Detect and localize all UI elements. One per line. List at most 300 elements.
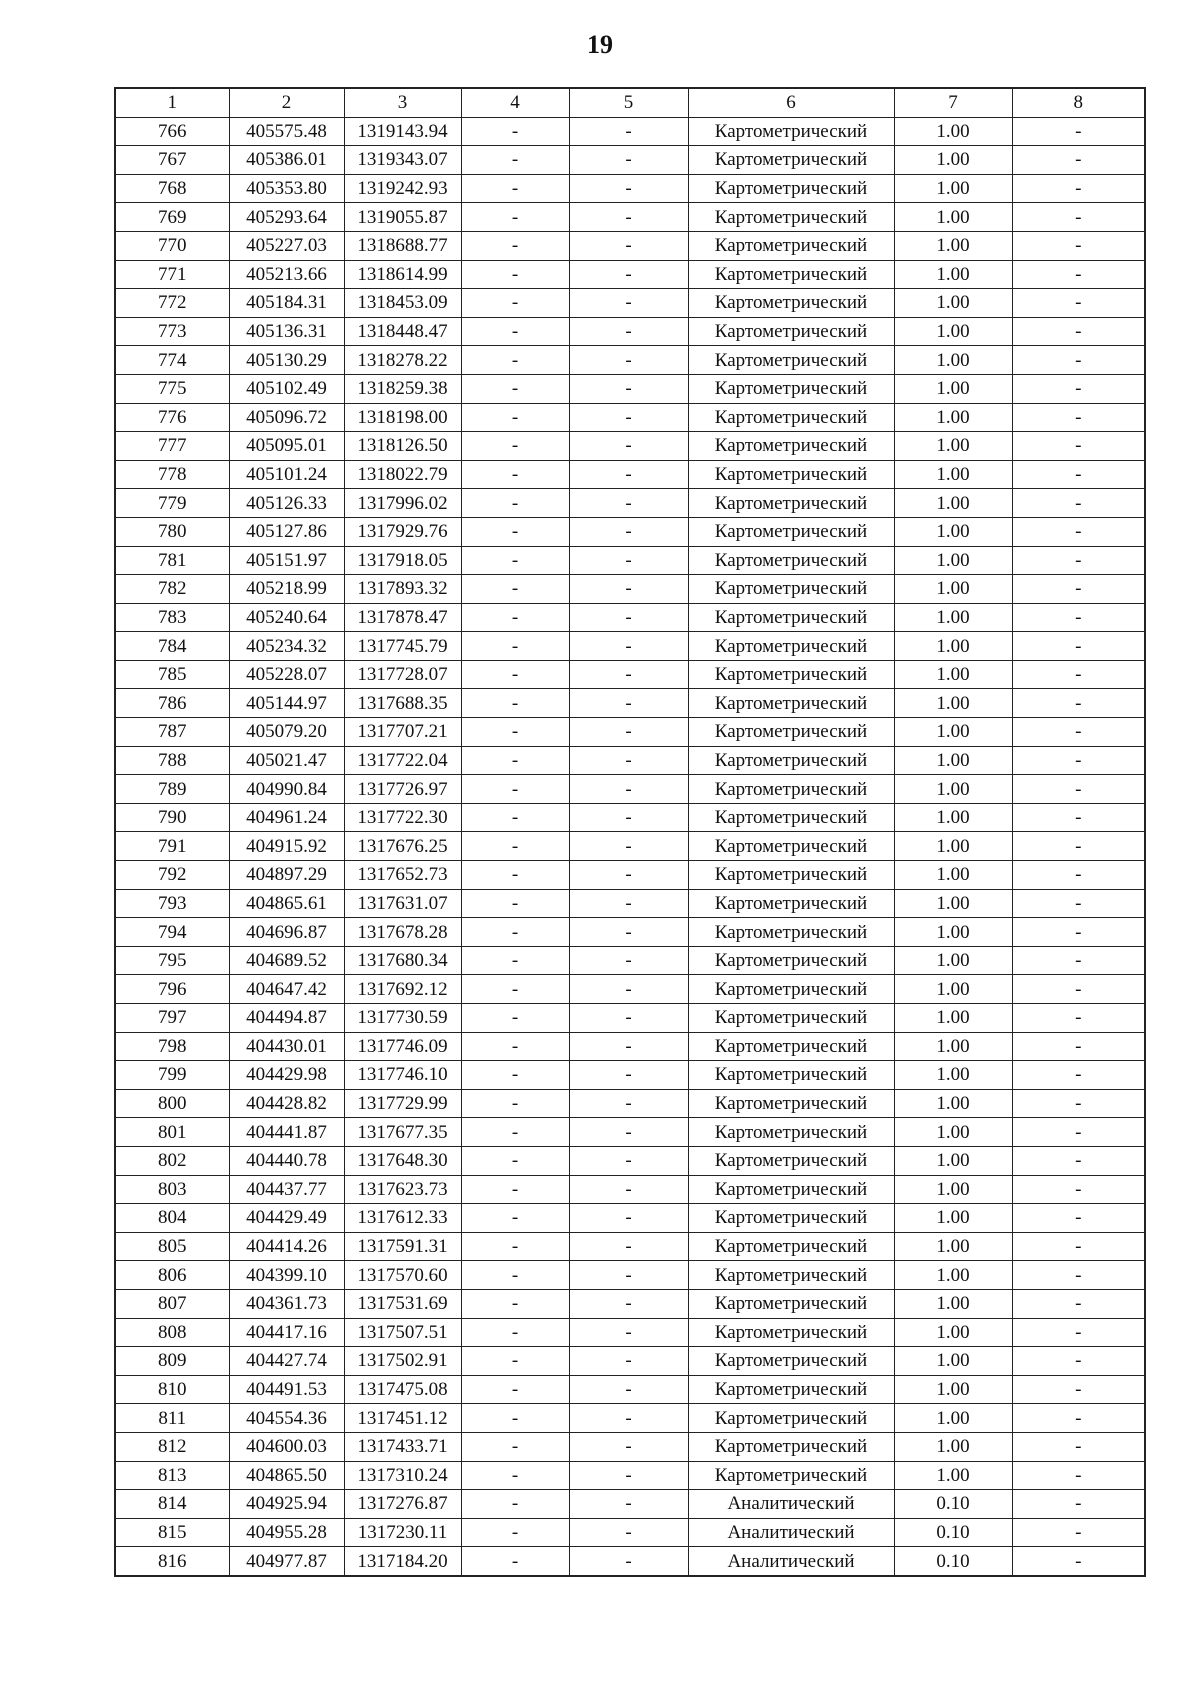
method-cell: Картометрический — [688, 1289, 894, 1318]
col-8-cell: - — [1012, 517, 1145, 546]
point-number-cell: 768 — [115, 174, 229, 203]
accuracy-cell: 1.00 — [894, 889, 1012, 918]
col-5-cell: - — [569, 861, 688, 890]
method-cell: Аналитический — [688, 1518, 894, 1547]
col-5-cell: - — [569, 1032, 688, 1061]
col-5-cell: - — [569, 117, 688, 146]
col-8-cell: - — [1012, 1289, 1145, 1318]
table-row — [115, 1318, 1145, 1347]
accuracy-cell: 1.00 — [894, 489, 1012, 518]
col-8-cell: - — [1012, 317, 1145, 346]
col-8-cell: - — [1012, 746, 1145, 775]
col-8-cell: - — [1012, 289, 1145, 318]
table-row — [115, 832, 1145, 861]
col-4-cell: - — [461, 975, 569, 1004]
point-number-cell: 793 — [115, 889, 229, 918]
table-header-row — [115, 88, 1145, 117]
col-4-cell: - — [461, 260, 569, 289]
col-8-cell: - — [1012, 231, 1145, 260]
method-cell: Картометрический — [688, 1089, 894, 1118]
col-5-cell: - — [569, 231, 688, 260]
col-4-cell: - — [461, 660, 569, 689]
coord-y-cell: 1317745.79 — [344, 632, 461, 661]
method-cell: Картометрический — [688, 1032, 894, 1061]
coord-y-cell: 1317746.10 — [344, 1061, 461, 1090]
method-cell: Аналитический — [688, 1547, 894, 1576]
accuracy-cell: 1.00 — [894, 1432, 1012, 1461]
col-4-cell: - — [461, 1518, 569, 1547]
col-4-cell: - — [461, 1004, 569, 1033]
point-number-cell: 792 — [115, 861, 229, 890]
accuracy-cell: 1.00 — [894, 718, 1012, 747]
col-4-cell: - — [461, 1432, 569, 1461]
coord-y-cell: 1318198.00 — [344, 403, 461, 432]
method-cell: Картометрический — [688, 117, 894, 146]
coord-y-cell: 1317692.12 — [344, 975, 461, 1004]
coord-x-cell: 404554.36 — [229, 1404, 344, 1433]
point-number-cell: 798 — [115, 1032, 229, 1061]
col-8-cell: - — [1012, 575, 1145, 604]
coord-y-cell: 1317722.30 — [344, 803, 461, 832]
method-cell: Картометрический — [688, 432, 894, 461]
method-cell: Картометрический — [688, 946, 894, 975]
column-header: 8 — [1012, 88, 1145, 117]
point-number-cell: 773 — [115, 317, 229, 346]
point-number-cell: 784 — [115, 632, 229, 661]
col-8-cell: - — [1012, 918, 1145, 947]
method-cell: Картометрический — [688, 1204, 894, 1233]
col-4-cell: - — [461, 832, 569, 861]
table-row — [115, 317, 1145, 346]
col-5-cell: - — [569, 1289, 688, 1318]
coord-x-cell: 405136.31 — [229, 317, 344, 346]
col-5-cell: - — [569, 575, 688, 604]
method-cell: Картометрический — [688, 575, 894, 604]
accuracy-cell: 1.00 — [894, 1375, 1012, 1404]
accuracy-cell: 0.10 — [894, 1547, 1012, 1576]
coord-y-cell: 1317475.08 — [344, 1375, 461, 1404]
col-4-cell: - — [461, 1146, 569, 1175]
coord-x-cell: 404414.26 — [229, 1232, 344, 1261]
col-8-cell: - — [1012, 1375, 1145, 1404]
col-4-cell: - — [461, 546, 569, 575]
col-4-cell: - — [461, 231, 569, 260]
col-4-cell: - — [461, 918, 569, 947]
coord-y-cell: 1317631.07 — [344, 889, 461, 918]
method-cell: Картометрический — [688, 861, 894, 890]
method-cell: Картометрический — [688, 146, 894, 175]
col-8-cell: - — [1012, 1032, 1145, 1061]
coord-y-cell: 1319143.94 — [344, 117, 461, 146]
accuracy-cell: 1.00 — [894, 146, 1012, 175]
col-4-cell: - — [461, 1289, 569, 1318]
point-number-cell: 813 — [115, 1461, 229, 1490]
col-8-cell: - — [1012, 1347, 1145, 1376]
table-row — [115, 432, 1145, 461]
point-number-cell: 812 — [115, 1432, 229, 1461]
table-body — [115, 88, 1145, 1576]
point-number-cell: 785 — [115, 660, 229, 689]
col-5-cell: - — [569, 174, 688, 203]
point-number-cell: 769 — [115, 203, 229, 232]
col-8-cell: - — [1012, 861, 1145, 890]
col-4-cell: - — [461, 575, 569, 604]
coord-x-cell: 404361.73 — [229, 1289, 344, 1318]
col-8-cell: - — [1012, 1204, 1145, 1233]
point-number-cell: 795 — [115, 946, 229, 975]
table-row — [115, 489, 1145, 518]
col-8-cell: - — [1012, 1404, 1145, 1433]
accuracy-cell: 1.00 — [894, 861, 1012, 890]
point-number-cell: 802 — [115, 1146, 229, 1175]
col-4-cell: - — [461, 1375, 569, 1404]
col-8-cell: - — [1012, 1261, 1145, 1290]
col-5-cell: - — [569, 1547, 688, 1576]
accuracy-cell: 1.00 — [894, 689, 1012, 718]
col-8-cell: - — [1012, 1175, 1145, 1204]
table-row — [115, 517, 1145, 546]
col-5-cell: - — [569, 975, 688, 1004]
col-8-cell: - — [1012, 374, 1145, 403]
accuracy-cell: 1.00 — [894, 918, 1012, 947]
coord-x-cell: 405213.66 — [229, 260, 344, 289]
point-number-cell: 770 — [115, 231, 229, 260]
method-cell: Картометрический — [688, 775, 894, 804]
table-row — [115, 174, 1145, 203]
accuracy-cell: 1.00 — [894, 546, 1012, 575]
point-number-cell: 780 — [115, 517, 229, 546]
accuracy-cell: 1.00 — [894, 1146, 1012, 1175]
method-cell: Картометрический — [688, 1461, 894, 1490]
col-5-cell: - — [569, 1204, 688, 1233]
accuracy-cell: 1.00 — [894, 1061, 1012, 1090]
point-number-cell: 809 — [115, 1347, 229, 1376]
coord-x-cell: 405184.31 — [229, 289, 344, 318]
point-number-cell: 771 — [115, 260, 229, 289]
col-5-cell: - — [569, 1318, 688, 1347]
col-4-cell: - — [461, 718, 569, 747]
col-8-cell: - — [1012, 718, 1145, 747]
coord-y-cell: 1319055.87 — [344, 203, 461, 232]
table-row — [115, 861, 1145, 890]
coord-x-cell: 404865.50 — [229, 1461, 344, 1490]
point-number-cell: 807 — [115, 1289, 229, 1318]
column-header: 2 — [229, 88, 344, 117]
col-8-cell: - — [1012, 632, 1145, 661]
col-8-cell: - — [1012, 346, 1145, 375]
table-row — [115, 1175, 1145, 1204]
coord-y-cell: 1317570.60 — [344, 1261, 461, 1290]
coord-x-cell: 405021.47 — [229, 746, 344, 775]
col-4-cell: - — [461, 374, 569, 403]
table-row — [115, 1004, 1145, 1033]
method-cell: Картометрический — [688, 1118, 894, 1147]
method-cell: Картометрический — [688, 975, 894, 1004]
method-cell: Картометрический — [688, 1318, 894, 1347]
coord-y-cell: 1317678.28 — [344, 918, 461, 947]
accuracy-cell: 1.00 — [894, 1404, 1012, 1433]
table-row — [115, 460, 1145, 489]
col-4-cell: - — [461, 460, 569, 489]
coord-x-cell: 404990.84 — [229, 775, 344, 804]
col-4-cell: - — [461, 889, 569, 918]
col-5-cell: - — [569, 1347, 688, 1376]
table-row — [115, 975, 1145, 1004]
method-cell: Картометрический — [688, 718, 894, 747]
coord-y-cell: 1317918.05 — [344, 546, 461, 575]
method-cell: Аналитический — [688, 1490, 894, 1519]
table-row — [115, 1289, 1145, 1318]
col-5-cell: - — [569, 374, 688, 403]
table-row — [115, 575, 1145, 604]
accuracy-cell: 0.10 — [894, 1490, 1012, 1519]
accuracy-cell: 1.00 — [894, 1461, 1012, 1490]
col-5-cell: - — [569, 718, 688, 747]
coord-y-cell: 1317276.87 — [344, 1490, 461, 1519]
column-header: 4 — [461, 88, 569, 117]
point-number-cell: 774 — [115, 346, 229, 375]
coord-x-cell: 404865.61 — [229, 889, 344, 918]
coord-x-cell: 404427.74 — [229, 1347, 344, 1376]
coord-x-cell: 404441.87 — [229, 1118, 344, 1147]
accuracy-cell: 1.00 — [894, 374, 1012, 403]
table-row — [115, 203, 1145, 232]
table-row — [115, 603, 1145, 632]
col-8-cell: - — [1012, 832, 1145, 861]
point-number-cell: 803 — [115, 1175, 229, 1204]
point-number-cell: 767 — [115, 146, 229, 175]
coord-y-cell: 1317648.30 — [344, 1146, 461, 1175]
table-row — [115, 146, 1145, 175]
point-number-cell: 816 — [115, 1547, 229, 1576]
coord-y-cell: 1317729.99 — [344, 1089, 461, 1118]
coord-y-cell: 1317893.32 — [344, 575, 461, 604]
method-cell: Картометрический — [688, 1375, 894, 1404]
table-row — [115, 289, 1145, 318]
method-cell: Картометрический — [688, 1004, 894, 1033]
col-5-cell: - — [569, 1232, 688, 1261]
method-cell: Картометрический — [688, 1232, 894, 1261]
method-cell: Картометрический — [688, 231, 894, 260]
col-8-cell: - — [1012, 1432, 1145, 1461]
method-cell: Картометрический — [688, 1175, 894, 1204]
col-8-cell: - — [1012, 803, 1145, 832]
column-header: 1 — [115, 88, 229, 117]
col-4-cell: - — [461, 432, 569, 461]
point-number-cell: 808 — [115, 1318, 229, 1347]
col-8-cell: - — [1012, 1146, 1145, 1175]
coord-x-cell: 405227.03 — [229, 231, 344, 260]
coord-x-cell: 405228.07 — [229, 660, 344, 689]
table-row — [115, 1118, 1145, 1147]
col-8-cell: - — [1012, 260, 1145, 289]
method-cell: Картометрический — [688, 174, 894, 203]
table-row — [115, 1490, 1145, 1519]
coord-y-cell: 1317677.35 — [344, 1118, 461, 1147]
col-4-cell: - — [461, 317, 569, 346]
method-cell: Картометрический — [688, 460, 894, 489]
point-number-cell: 779 — [115, 489, 229, 518]
coord-y-cell: 1318259.38 — [344, 374, 461, 403]
coord-y-cell: 1317726.97 — [344, 775, 461, 804]
col-4-cell: - — [461, 1032, 569, 1061]
table-row — [115, 1061, 1145, 1090]
coord-x-cell: 404399.10 — [229, 1261, 344, 1290]
point-number-cell: 776 — [115, 403, 229, 432]
coord-x-cell: 404961.24 — [229, 803, 344, 832]
col-4-cell: - — [461, 803, 569, 832]
coord-x-cell: 404600.03 — [229, 1432, 344, 1461]
coord-x-cell: 405126.33 — [229, 489, 344, 518]
table-row — [115, 632, 1145, 661]
table-row — [115, 1461, 1145, 1490]
coord-x-cell: 404915.92 — [229, 832, 344, 861]
point-number-cell: 786 — [115, 689, 229, 718]
accuracy-cell: 1.00 — [894, 946, 1012, 975]
accuracy-cell: 1.00 — [894, 346, 1012, 375]
col-5-cell: - — [569, 289, 688, 318]
point-number-cell: 814 — [115, 1490, 229, 1519]
col-5-cell: - — [569, 746, 688, 775]
coord-x-cell: 405218.99 — [229, 575, 344, 604]
coord-y-cell: 1317310.24 — [344, 1461, 461, 1490]
coord-y-cell: 1317728.07 — [344, 660, 461, 689]
col-8-cell: - — [1012, 975, 1145, 1004]
coord-x-cell: 405101.24 — [229, 460, 344, 489]
coord-x-cell: 404647.42 — [229, 975, 344, 1004]
col-8-cell: - — [1012, 603, 1145, 632]
accuracy-cell: 1.00 — [894, 575, 1012, 604]
point-number-cell: 788 — [115, 746, 229, 775]
col-5-cell: - — [569, 1118, 688, 1147]
method-cell: Картометрический — [688, 317, 894, 346]
col-5-cell: - — [569, 889, 688, 918]
coord-y-cell: 1317451.12 — [344, 1404, 461, 1433]
point-number-cell: 782 — [115, 575, 229, 604]
method-cell: Картометрический — [688, 746, 894, 775]
col-4-cell: - — [461, 489, 569, 518]
point-number-cell: 787 — [115, 718, 229, 747]
coord-y-cell: 1317730.59 — [344, 1004, 461, 1033]
col-8-cell: - — [1012, 889, 1145, 918]
coord-x-cell: 405575.48 — [229, 117, 344, 146]
coord-y-cell: 1317688.35 — [344, 689, 461, 718]
col-4-cell: - — [461, 403, 569, 432]
col-4-cell: - — [461, 1404, 569, 1433]
col-8-cell: - — [1012, 660, 1145, 689]
accuracy-cell: 1.00 — [894, 1289, 1012, 1318]
col-8-cell: - — [1012, 1490, 1145, 1519]
accuracy-cell: 1.00 — [894, 775, 1012, 804]
col-5-cell: - — [569, 489, 688, 518]
coord-y-cell: 1318278.22 — [344, 346, 461, 375]
coord-x-cell: 405293.64 — [229, 203, 344, 232]
col-8-cell: - — [1012, 775, 1145, 804]
table-row — [115, 1089, 1145, 1118]
accuracy-cell: 1.00 — [894, 1318, 1012, 1347]
col-5-cell: - — [569, 1146, 688, 1175]
coord-y-cell: 1319242.93 — [344, 174, 461, 203]
col-4-cell: - — [461, 632, 569, 661]
accuracy-cell: 1.00 — [894, 203, 1012, 232]
accuracy-cell: 1.00 — [894, 117, 1012, 146]
method-cell: Картометрический — [688, 1146, 894, 1175]
table-row — [115, 1375, 1145, 1404]
col-5-cell: - — [569, 689, 688, 718]
coord-y-cell: 1318614.99 — [344, 260, 461, 289]
accuracy-cell: 1.00 — [894, 1004, 1012, 1033]
accuracy-cell: 1.00 — [894, 746, 1012, 775]
method-cell: Картометрический — [688, 546, 894, 575]
method-cell: Картометрический — [688, 603, 894, 632]
table-row — [115, 775, 1145, 804]
method-cell: Картометрический — [688, 1061, 894, 1090]
col-5-cell: - — [569, 1375, 688, 1404]
column-header: 5 — [569, 88, 688, 117]
col-5-cell: - — [569, 203, 688, 232]
col-4-cell: - — [461, 1347, 569, 1376]
col-5-cell: - — [569, 460, 688, 489]
coord-y-cell: 1317623.73 — [344, 1175, 461, 1204]
point-number-cell: 804 — [115, 1204, 229, 1233]
table-row — [115, 1518, 1145, 1547]
page-number: 19 — [587, 30, 613, 59]
col-8-cell: - — [1012, 689, 1145, 718]
col-5-cell: - — [569, 1404, 688, 1433]
col-5-cell: - — [569, 1061, 688, 1090]
col-8-cell: - — [1012, 117, 1145, 146]
col-5-cell: - — [569, 346, 688, 375]
col-5-cell: - — [569, 317, 688, 346]
col-4-cell: - — [461, 946, 569, 975]
coord-x-cell: 405240.64 — [229, 603, 344, 632]
table-row — [115, 117, 1145, 146]
accuracy-cell: 1.00 — [894, 1232, 1012, 1261]
col-5-cell: - — [569, 1089, 688, 1118]
col-8-cell: - — [1012, 174, 1145, 203]
point-number-cell: 791 — [115, 832, 229, 861]
col-4-cell: - — [461, 346, 569, 375]
method-cell: Картометрический — [688, 1404, 894, 1433]
accuracy-cell: 1.00 — [894, 403, 1012, 432]
method-cell: Картометрический — [688, 889, 894, 918]
coord-x-cell: 405234.32 — [229, 632, 344, 661]
col-5-cell: - — [569, 1461, 688, 1490]
table-row — [115, 1146, 1145, 1175]
col-5-cell: - — [569, 946, 688, 975]
col-5-cell: - — [569, 832, 688, 861]
accuracy-cell: 1.00 — [894, 174, 1012, 203]
coord-y-cell: 1319343.07 — [344, 146, 461, 175]
col-4-cell: - — [461, 1061, 569, 1090]
point-number-cell: 799 — [115, 1061, 229, 1090]
point-number-cell: 789 — [115, 775, 229, 804]
method-cell: Картометрический — [688, 1432, 894, 1461]
coord-y-cell: 1317531.69 — [344, 1289, 461, 1318]
col-4-cell: - — [461, 203, 569, 232]
coord-y-cell: 1317878.47 — [344, 603, 461, 632]
table-row — [115, 1204, 1145, 1233]
method-cell: Картометрический — [688, 203, 894, 232]
column-header: 3 — [344, 88, 461, 117]
col-4-cell: - — [461, 1204, 569, 1233]
col-5-cell: - — [569, 632, 688, 661]
coord-x-cell: 405151.97 — [229, 546, 344, 575]
point-number-cell: 806 — [115, 1261, 229, 1290]
coord-y-cell: 1318126.50 — [344, 432, 461, 461]
method-cell: Картометрический — [688, 374, 894, 403]
accuracy-cell: 1.00 — [894, 1089, 1012, 1118]
